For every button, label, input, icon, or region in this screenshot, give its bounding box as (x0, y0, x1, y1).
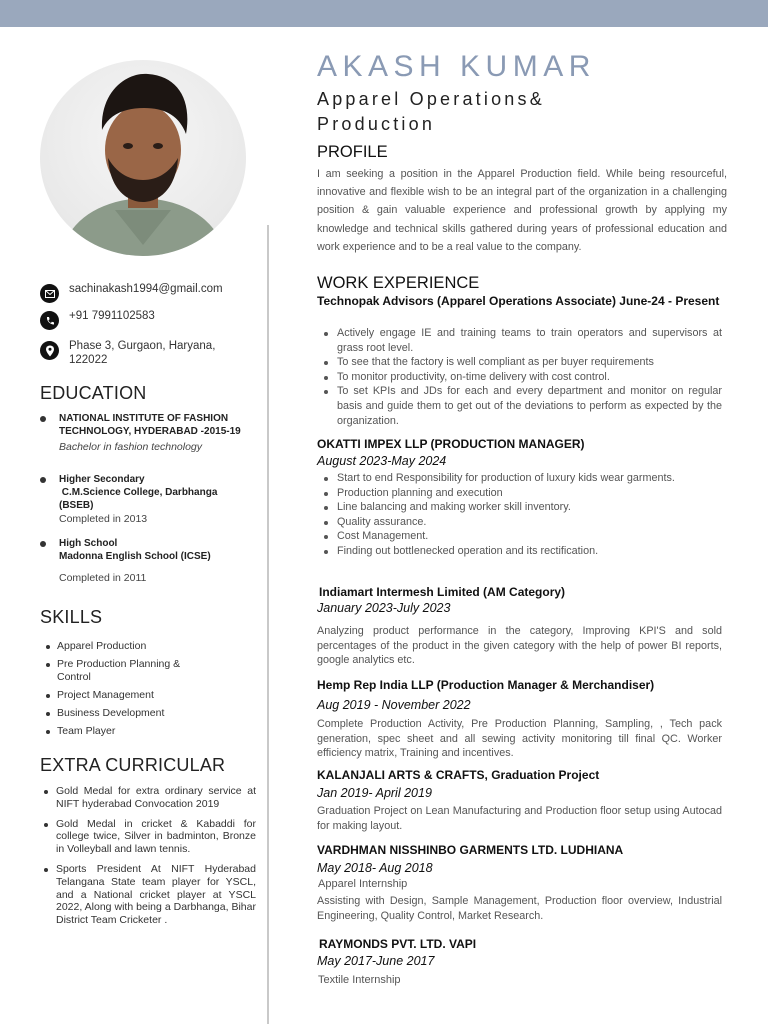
job-date: August 2023-May 2024 (317, 454, 447, 468)
education-item (40, 537, 260, 585)
email-text: sachinakash1994@gmail.com (69, 283, 223, 295)
job-title: Hemp Rep India LLP (Production Manager & Merchandiser) (317, 678, 655, 692)
contact-email[interactable] (40, 282, 223, 303)
education-title: High School Madonna English School (ICSE) (59, 538, 211, 562)
job-title: Indiamart Intermesh Limited (AM Category) (319, 585, 566, 599)
skills-heading: SKILLS (40, 607, 103, 627)
address-text: Phase 3, Gurgaon, Haryana, 122022 (69, 340, 216, 366)
extra-item: Gold Medal in cricket & Kabaddi for college twice, Silver in badminton, Bronze in Volleyball and lawn tennis. (42, 818, 256, 856)
responsibility-item: Cost Management. (322, 529, 722, 544)
skill-item: Team Player (44, 725, 224, 738)
extra-item: Gold Medal for extra ordinary service at NIFT hyderabad Convocation 2019 (42, 785, 256, 811)
responsibility-item: Finding out bottlenecked operation and its rectification. (322, 544, 722, 559)
job-responsibilities (322, 471, 722, 559)
skill-item: Pre Production Planning & Control (44, 658, 194, 683)
candidate-role: Apparel Operations& Production (317, 89, 545, 134)
job-date: May 2017-June 2017 (317, 954, 435, 968)
job-date: Jan 2019- April 2019 (317, 786, 432, 800)
responsibility-item: Line balancing and making worker skill inventory. (322, 500, 722, 515)
job-subtitle: Textile Internship (318, 974, 401, 986)
top-accent-bar (0, 0, 768, 27)
responsibility-item: Quality assurance. (322, 515, 722, 530)
email-icon (40, 284, 59, 303)
job-title: Technopak Advisors (Apparel Operations Associate) June-24 - Present (317, 294, 720, 308)
extra-curricular-list (42, 785, 256, 927)
education-title: Higher Secondary C.M.Science College, Darbhanga (BSEB) (59, 474, 218, 511)
responsibility-item: To see that the factory is well compliant as per buyer requirements (322, 355, 722, 370)
profile-photo (40, 60, 246, 256)
responsibility-item: Actively engage IE and training teams to train operators and supervisors at grass root level. (322, 326, 722, 355)
column-divider (267, 225, 269, 1024)
candidate-name: AKASH KUMAR (317, 50, 596, 83)
job-title: VARDHMAN NISSHINBO GARMENTS LTD. LUDHIANA (317, 843, 624, 857)
responsibility-item: Start to end Responsibility for production of luxury kids wear garments. (322, 471, 722, 486)
responsibility-item: To monitor productivity, on-time delivery with cost control. (322, 370, 722, 385)
job-responsibilities (322, 326, 722, 428)
bullet-icon (40, 477, 46, 483)
job-date: May 2018- Aug 2018 (317, 861, 433, 875)
job-description: Graduation Project on Lean Manufacturing and Production floor setup using Autocad for making layout. (317, 805, 722, 832)
extra-curricular-heading: EXTRA CURRICULAR (40, 755, 226, 775)
job-date: January 2023-July 2023 (317, 601, 451, 615)
education-item (40, 412, 260, 454)
education-detail: Bachelor in fashion technology (59, 441, 203, 453)
responsibility-item: Production planning and execution (322, 486, 722, 501)
job-description: Complete Production Activity, Pre Production Planning, Sampling, , Tech pack generation, spec sheet and all sewing activity monitoring till final QC. Worker efficiency matrix, Training and incentives. (317, 718, 722, 760)
education-title: NATIONAL INSTITUTE OF FASHION TECHNOLOGY, HYDERABAD -2015-19 (59, 413, 241, 437)
job-subtitle: Apparel Internship (318, 878, 408, 890)
work-experience-heading: WORK EXPERIENCE (317, 274, 480, 292)
skill-item: Project Management (44, 689, 224, 702)
job-description: Analyzing product performance in the category, Improving KPI'S and sold percentages of the product in the given category with the help of power BI reports, google analytics etc. (317, 625, 722, 667)
job-description: Assisting with Design, Sample Management, Production floor overview, Industrial Engineering, Quality Control, Market Research. (317, 895, 722, 922)
person-photo-icon (40, 60, 246, 256)
skill-item: Business Development (44, 707, 224, 720)
job-date: Aug 2019 - November 2022 (317, 698, 471, 712)
contact-phone[interactable] (40, 309, 155, 330)
bullet-icon (40, 416, 46, 422)
phone-icon (40, 311, 59, 330)
responsibility-item: To set KPIs and JDs for each and every department and monitor on regular basis and guide them to get out of the deviations to perform as expected by the organization. (322, 384, 722, 428)
job-title: KALANJALI ARTS & CRAFTS, Graduation Project (317, 768, 600, 782)
skills-list (44, 640, 224, 743)
profile-heading: PROFILE (317, 143, 388, 161)
education-detail: Completed in 2013 (59, 513, 148, 525)
education-detail: Completed in 2011 (59, 572, 147, 584)
education-heading: EDUCATION (40, 383, 147, 403)
job-title: RAYMONDS PVT. LTD. VAPI (319, 937, 477, 951)
contact-address (40, 339, 240, 367)
location-pin-icon (40, 341, 59, 360)
skill-item: Apparel Production (44, 640, 224, 653)
extra-item: Sports President At NIFT Hyderabad Telangana State team player for YSCL, and a National cricket player at YSCL 2022, Along with being a Darbhanga, Bihar District Team Cricketer . (42, 863, 256, 927)
profile-text: I am seeking a position in the Apparel Production field. While being resourceful, innovative and flexible wish to be an integral part of the organization in a challenging position & gain valuable experience and professional growth by applying my knowledge and technical skills gathered during years of professional education and work experience and to be a real value to the company. (317, 168, 727, 253)
phone-text: +91 7991102583 (69, 310, 155, 322)
job-title: OKATTI IMPEX LLP (PRODUCTION MANAGER) (317, 437, 585, 451)
bullet-icon (40, 541, 46, 547)
education-item (40, 473, 260, 526)
